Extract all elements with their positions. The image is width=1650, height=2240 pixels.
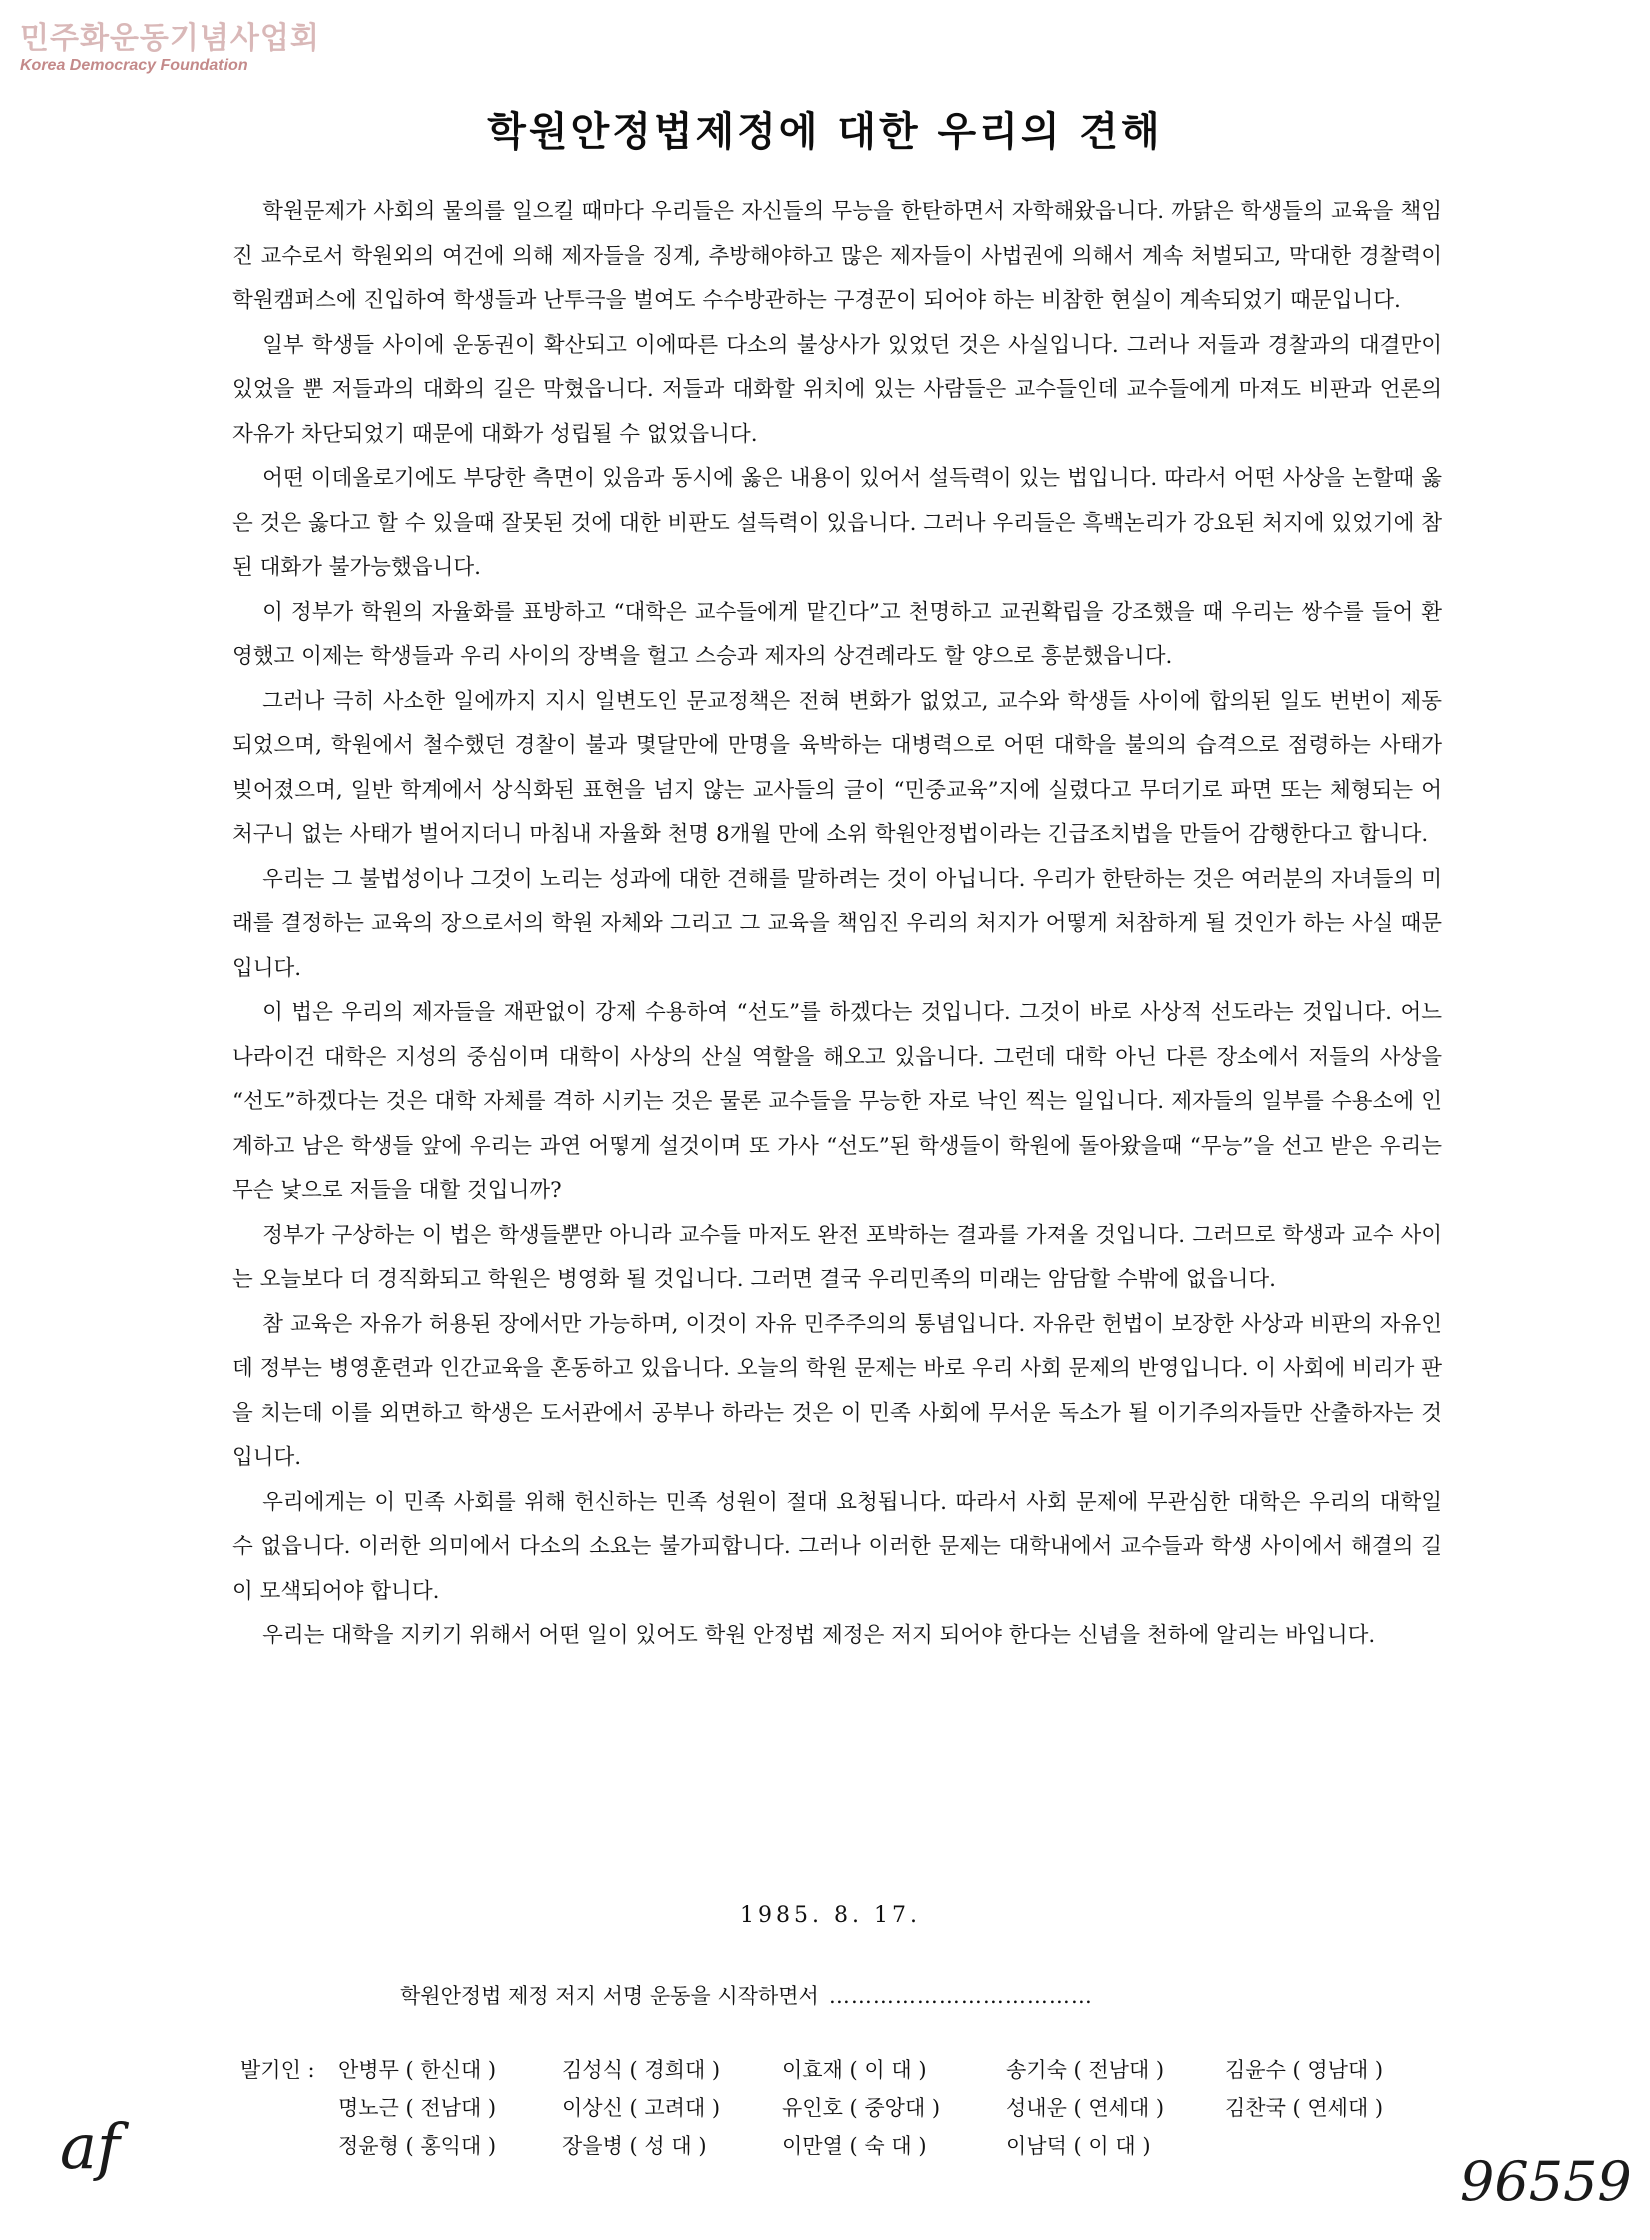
document-title: 학원안정법제정에 대한 우리의 견해: [487, 109, 1163, 155]
signatory: 이상신 ( 고려대 ): [562, 2096, 721, 2120]
paragraph-11: 우리는 대학을 지키기 위해서 어떤 일이 있어도 학원 안정법 제정은 저지 되어야 한다는 신념을 천하에 알리는 바입니다.: [262, 1623, 1376, 1648]
paragraph-5: 그러나 극히 사소한 일에까지 지시 일변도인 문교정책은 전혀 변화가 없었고, 교수와 학생들 사이에 합의된 일도 번번이 제동 되었으며, 학원에서 철수했던 경찰이 불과 몇달만에 만명을 육박하는 대병력으로 어떤 대학을 불의의 습격으로 점령하는 사태가 빚어졌으며, 일반 학계에서 상식화된 표현을 넘지 않는 교사들의 글이 “민중교육”지에 실렸다고 무더기로 파면 또는 체형되는 어처구니 없는 사태가 벌어지더니 마침내 자율화 천명 8개월 만에 소위 학원안정법이라는 긴급조치법을 만들어 감행한다고 합니다.: [232, 688, 1442, 847]
paragraph-1: 학원문제가 사회의 물의를 일으킬 때마다 우리들은 자신들의 무능을 한탄하면서 자학해왔읍니다. 까닭은 학생들의 교육을 책임진 교수로서 학원외의 여건에 의해 제자들을 징계, 추방해야하고 많은 제자들이 사법권에 의해서 계속 처벌되고, 막대한 경찰력이 학원캠퍼스에 진입하여 학생들과 난투극을 벌여도 수수방관하는 구경꾼이 되어야 하는 비참한 현실이 계속되었기 때문입니다.: [232, 199, 1442, 313]
paragraph-2: 일부 학생들 사이에 운동권이 확산되고 이에따른 다소의 불상사가 있었던 것은 사실입니다. 그러나 저들과 경찰과의 대결만이 있었을 뿐 저들과의 대화의 길은 막혔읍니다. 저들과 대화할 위치에 있는 사람들은 교수들인데 교수들에게 마져도 비판과 언론의 자유가 차단되었기 때문에 대화가 성립될 수 없었읍니다.: [232, 332, 1442, 447]
watermark-english: Korea Democracy Foundation: [20, 57, 248, 74]
signatory: 송기숙 ( 전남대 ): [1006, 2058, 1165, 2082]
paragraph-7: 이 법은 우리의 제자들을 재판없이 강제 수용하여 “선도”를 하겠다는 것입니다. 그것이 바로 사상적 선도라는 것입니다. 어느 나라이건 대학은 지성의 중심이며 대학이 사상의 산실 역할을 해오고 있읍니다. 그런데 대학 아닌 다른 장소에서 저들의 사상을 “선도”하겠다는 것은 대학 자체를 격하 시키는 것은 물론 교수들을 무능한 자로 낙인 찍는 일입니다. 제자들의 일부를 수용소에 인계하고 남은 학생들 앞에 우리는 과연 어떻게 설것이며 또 가사 “선도”된 학생들이 학원에 돌아왔을때 “무능”을 선고 받은 우리는 무슨 낯으로 저들을 대할 것입니까?: [232, 1000, 1442, 1203]
campaign-text: 학원안정법 제정 저지 서명 운동을 시작하면서: [400, 1984, 819, 2008]
signatory: 이만열 ( 숙 대 ): [782, 2134, 927, 2158]
paragraph-6: 우리는 그 불법성이나 그것이 노리는 성과에 대한 견해를 말하려는 것이 아닙니다. 우리가 한탄하는 것은 여러분의 자녀들의 미래를 결정하는 교육의 장으로서의 학원 자체와 그리고 그 교육을 책임진 우리의 처지가 어떻게 처참하게 될 것인가 하는 사실 때문입니다.: [232, 866, 1442, 981]
document-body: [232, 190, 1442, 1659]
signatory: 김윤수 ( 영남대 ): [1225, 2058, 1384, 2082]
signatory: 이효재 ( 이 대 ): [782, 2058, 927, 2082]
document-date: 1985. 8. 17.: [740, 1903, 921, 1928]
paragraph-9: 참 교육은 자유가 허용된 장에서만 가능하며, 이것이 자유 민주주의의 통념입니다. 자유란 헌법이 보장한 사상과 비판의 자유인데 정부는 병영훈련과 인간교육을 혼동하고 있읍니다. 오늘의 학원 문제는 바로 우리 사회 문제의 반영입니다. 이 사회에 비리가 판을 치는데 이를 외면하고 학생은 도서관에서 공부나 하라는 것은 이 민족 사회에 무서운 독소가 될 이기주의자들만 산출하자는 것입니다.: [232, 1311, 1442, 1470]
campaign-line: [400, 1980, 1093, 2010]
signatory: 김찬국 ( 연세대 ): [1225, 2096, 1384, 2120]
watermark-korean: 민주화운동기념사업회: [20, 21, 320, 56]
signatory: 유인호 ( 중앙대 ): [782, 2096, 941, 2120]
paragraph-10: 우리에게는 이 민족 사회를 위해 헌신하는 민족 성원이 절대 요청됩니다. 따라서 사회 문제에 무관심한 대학은 우리의 대학일 수 없읍니다. 이러한 의미에서 다소의 소요는 불가피합니다. 그러나 이러한 문제는 대학내에서 교수들과 학생 사이에서 해결의 길이 모색되어야 합니다.: [232, 1489, 1442, 1604]
signatory: 장을병 ( 성 대 ): [562, 2134, 707, 2158]
signatories-label: 발기인 :: [240, 2058, 315, 2082]
signatory: 김성식 ( 경희대 ): [562, 2058, 721, 2082]
signatory: 이남덕 ( 이 대 ): [1006, 2134, 1151, 2158]
campaign-dots: ………………………………: [828, 1984, 1093, 2008]
paragraph-8: 정부가 구상하는 이 법은 학생들뿐만 아니라 교수들 마저도 완전 포박하는 결과를 가져올 것입니다. 그러므로 학생과 교수 사이는 오늘보다 더 경직화되고 학원은 병영화 될 것입니다. 그러면 결국 우리민족의 미래는 암담할 수밖에 없읍니다.: [232, 1222, 1442, 1292]
handwritten-mark: af: [60, 2110, 120, 2183]
handwritten-archive-number: 96559: [1460, 2150, 1632, 2213]
signatory: 성내운 ( 연세대 ): [1006, 2096, 1165, 2120]
signatory: 명노근 ( 전남대 ): [338, 2096, 497, 2120]
paragraph-3: 어떤 이데올로기에도 부당한 측면이 있음과 동시에 옳은 내용이 있어서 설득력이 있는 법입니다. 따라서 어떤 사상을 논할때 옳은 것은 옳다고 할 수 있을때 잘못된 것에 대한 비판도 설득력이 있읍니다. 그러나 우리들은 흑백논리가 강요된 처지에 있었기에 참된 대화가 불가능했읍니다.: [232, 466, 1442, 580]
foundation-watermark: [20, 22, 320, 76]
signatory: 안병무 ( 한신대 ): [338, 2058, 497, 2082]
paragraph-4: 이 정부가 학원의 자율화를 표방하고 “대학은 교수들에게 맡긴다”고 천명하고 교권확립을 강조했을 때 우리는 쌍수를 들어 환영했고 이제는 학생들과 우리 사이의 장벽을 헐고 스승과 제자의 상견례라도 할 양으로 흥분했읍니다.: [232, 599, 1442, 669]
signatory: 정윤형 ( 홍익대 ): [338, 2134, 497, 2158]
